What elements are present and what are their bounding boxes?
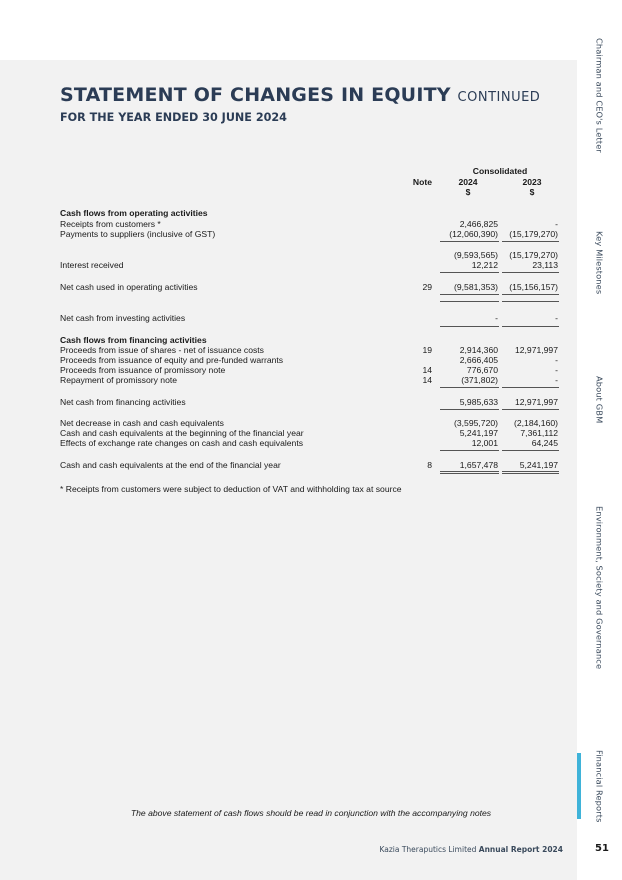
- subtotal-rule: [440, 294, 499, 295]
- row-label: Proceeds from issuance of promissory note: [60, 365, 226, 375]
- row-label: Cash and cash equivalents at the beginning of the financial year: [60, 428, 304, 438]
- row-label: Repayment of promissory note: [60, 375, 178, 385]
- title-suffix: CONTINUED: [457, 90, 541, 105]
- sidebar-item-environment-society-governance[interactable]: [577, 506, 622, 670]
- note-column-header: Note: [412, 177, 432, 187]
- subtotal-rule: [502, 301, 559, 302]
- page-subtitle: FOR THE YEAR ENDED 30 JUNE 2024: [60, 111, 287, 124]
- row-value-2024: 776,670: [466, 365, 498, 375]
- row-label: Cash and cash equivalents at the end of the financial year: [60, 460, 281, 470]
- row-label: Effects of exchange rate changes on cash and cash equivalents: [60, 438, 304, 448]
- page-title: STATEMENT OF CHANGES IN EQUITY CONTINUED: [60, 84, 541, 106]
- subtotal-rule: [502, 326, 559, 327]
- year-2024-header: 2024: [458, 177, 478, 187]
- subtotal-rule: [440, 409, 499, 410]
- row-value-2023: 64,245: [531, 438, 558, 448]
- subtotal-rule: [502, 450, 559, 451]
- subtotal-rule: [502, 272, 559, 273]
- section-sidebar: [577, 0, 622, 880]
- row-value-2023: 5,241,197: [519, 460, 558, 470]
- footer-report: Annual Report 2024: [478, 845, 563, 854]
- subtotal-rule: [502, 241, 559, 242]
- row-label: Net cash from financing activities: [60, 397, 186, 407]
- row-value-2024: 5,985,633: [459, 397, 498, 407]
- row-value-2023: (2,184,160): [514, 418, 558, 428]
- subtotal-rule: [440, 387, 499, 388]
- row-value-2024: -: [495, 313, 498, 323]
- subtotal-rule: [440, 272, 499, 273]
- row-value-2024: 2,666,405: [459, 355, 498, 365]
- row-value-2023: -: [555, 365, 558, 375]
- row-value-2023: -: [555, 313, 558, 323]
- row-label: Net cash used in operating activities: [60, 282, 198, 292]
- subtotal-rule: [440, 450, 499, 451]
- subtotal-rule: [440, 326, 499, 327]
- row-label: Net cash from investing activities: [60, 313, 186, 323]
- row-value-2023: 12,971,997: [514, 397, 558, 407]
- page-footer: [379, 845, 563, 854]
- subtotal-rule: [440, 241, 499, 242]
- row-value-2024: (371,802): [461, 375, 498, 385]
- row-label: Interest received: [60, 260, 124, 270]
- row-note: 29: [422, 282, 432, 292]
- sidebar-item-financial-reports[interactable]: [577, 749, 622, 823]
- row-value-2024: 1,657,478: [459, 460, 498, 470]
- total-double-rule: [502, 471, 559, 474]
- row-value-2024: 5,241,197: [459, 428, 498, 438]
- total-double-rule: [440, 471, 499, 474]
- closing-note: The above statement of cash flows should be read in conjunction with the accompanying notes: [130, 808, 492, 818]
- sidebar-item-label: About GBM: [594, 376, 605, 424]
- footer-company: Kazia Theraputics Limited: [379, 845, 477, 854]
- row-label: Net decrease in cash and cash equivalents: [60, 418, 224, 428]
- row-label: Receipts from customers *: [60, 219, 161, 229]
- footnote: * Receipts from customers were subject to deduction of VAT and withholding tax at source: [60, 484, 402, 494]
- sidebar-item-chairman-ceo-letter[interactable]: [577, 37, 622, 153]
- sidebar-item-label: Financial Reports: [594, 749, 605, 823]
- row-value-2023: (15,179,270): [509, 229, 558, 239]
- row-value-2024: (9,581,353): [454, 282, 498, 292]
- row-value-2024: 2,914,360: [459, 345, 498, 355]
- subtotal-rule: [502, 409, 559, 410]
- row-value-2023: -: [555, 219, 558, 229]
- subtotal-rule: [502, 387, 559, 388]
- section-operating-heading: Cash flows from operating activities: [60, 208, 208, 218]
- row-note: 14: [422, 365, 432, 375]
- section-financing-heading: Cash flows from financing activities: [60, 335, 207, 345]
- row-value-2024: (3,595,720): [454, 418, 498, 428]
- row-note: 14: [422, 375, 432, 385]
- row-value-2023: 12,971,997: [514, 345, 558, 355]
- year-2023-header: 2023: [522, 177, 542, 187]
- row-value-2024: 2,466,825: [459, 219, 498, 229]
- row-label: Proceeds from issuance of equity and pre-funded warrants: [60, 355, 284, 365]
- unit-2023-header: $: [529, 187, 535, 197]
- row-label: Payments to suppliers (inclusive of GST): [60, 229, 216, 239]
- sidebar-item-key-milestones[interactable]: [577, 232, 622, 294]
- row-value-2024: 12,212: [471, 260, 498, 270]
- unit-2024-header: $: [465, 187, 471, 197]
- subtotal-rule: [440, 301, 499, 302]
- row-note: 8: [427, 460, 432, 470]
- sidebar-item-label: Chairman and CEO's Letter: [594, 37, 605, 153]
- sidebar-item-label: Environment, Society and Governance: [594, 506, 605, 670]
- subtotal-rule: [502, 294, 559, 295]
- row-value-2023: 23,113: [532, 260, 558, 270]
- row-value-2023: 7,361,112: [520, 428, 558, 438]
- row-value-2024: (12,060,390): [449, 229, 498, 239]
- row-value-2023: -: [555, 375, 558, 385]
- sidebar-item-about-gbm[interactable]: [577, 377, 622, 423]
- row-note: 19: [422, 345, 432, 355]
- sidebar-item-label: Key Milestones: [594, 231, 605, 295]
- row-value-2023: -: [555, 355, 558, 365]
- row-value-2023: (15,179,270): [509, 250, 558, 260]
- row-value-2023: (15,156,157): [509, 282, 558, 292]
- row-value-2024: (9,593,565): [454, 250, 498, 260]
- content-panel: [0, 60, 577, 880]
- page-number: 51: [595, 843, 609, 854]
- column-group-header: Consolidated: [472, 166, 528, 176]
- row-value-2024: 12,001: [471, 438, 498, 448]
- row-label: Proceeds from issue of shares - net of issuance costs: [60, 345, 264, 355]
